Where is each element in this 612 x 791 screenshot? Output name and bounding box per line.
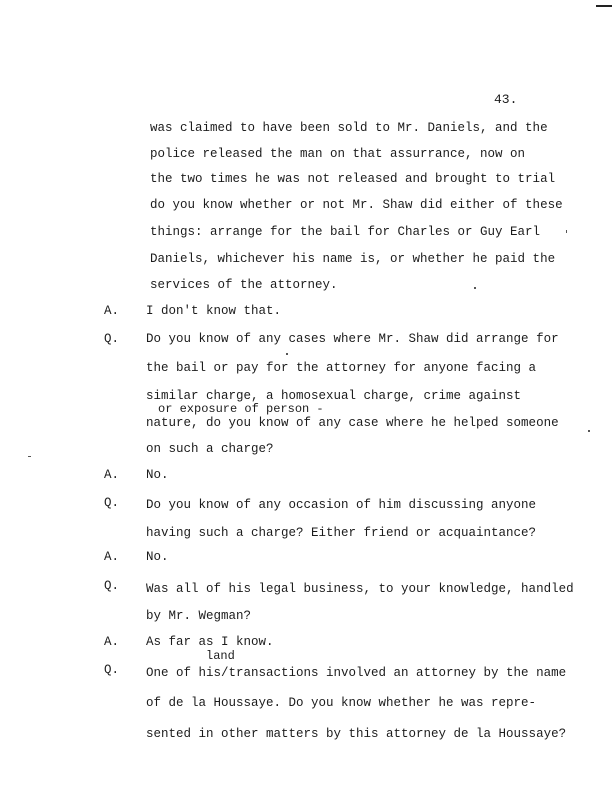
transcript-line: police released the man on that assurrance, now on	[150, 147, 526, 161]
transcript-line: services of the attorney.	[150, 278, 338, 292]
speaker-label-question: Q.	[104, 496, 120, 510]
speaker-label-question: Q.	[104, 663, 120, 677]
speaker-label-question: Q.	[104, 579, 120, 593]
transcript-line: the bail or pay for the attorney for anyone facing a	[146, 361, 537, 375]
transcript-line: No.	[146, 468, 169, 482]
transcript-line: I don't know that.	[146, 304, 282, 318]
speaker-label-answer: A.	[104, 635, 120, 649]
handwritten-insertion: or exposure of person -	[158, 402, 324, 416]
speaker-label-answer: A.	[104, 468, 120, 482]
transcript-line: nature, do you know of any case where he helped someone	[146, 416, 559, 430]
scan-speck	[286, 353, 288, 355]
transcript-line: As far as I know.	[146, 635, 274, 649]
transcript-line: Do you know of any occasion of him discussing anyone	[146, 498, 537, 512]
transcript-line: Was all of his legal business, to your knowledge, handled	[146, 582, 574, 596]
transcript-line: Do you know of any cases where Mr. Shaw did arrange for	[146, 332, 559, 346]
transcript-line: sented in other matters by this attorney de la Houssaye?	[146, 727, 567, 741]
speaker-label-question: Q.	[104, 332, 120, 346]
page-number: 43.	[494, 92, 518, 107]
scan-speck	[474, 287, 476, 289]
transcript-line: One of his/transactions involved an attorney by the name	[146, 666, 567, 680]
transcript-line: things: arrange for the bail for Charles or Guy Earl	[150, 225, 541, 239]
scan-edge-mark	[596, 5, 612, 7]
transcript-line: was claimed to have been sold to Mr. Daniels, and the	[150, 121, 548, 135]
handwritten-insertion: land	[206, 649, 235, 663]
transcript-line: the two times he was not released and brought to trial	[150, 172, 556, 186]
transcript-line: on such a charge?	[146, 442, 274, 456]
speaker-label-answer: A.	[104, 304, 120, 318]
transcript-line: by Mr. Wegman?	[146, 609, 252, 623]
transcript-line: No.	[146, 550, 169, 564]
speaker-label-answer: A.	[104, 550, 120, 564]
scan-speck	[28, 456, 31, 457]
scan-speck	[588, 430, 590, 432]
transcript-line: having such a charge? Either friend or acquaintance?	[146, 526, 537, 540]
transcript-line: of de la Houssaye. Do you know whether he was repre-	[146, 696, 537, 710]
scan-speck	[566, 230, 567, 233]
transcript-line: similar charge, a homosexual charge, crime against	[146, 389, 522, 403]
transcript-line: Daniels, whichever his name is, or whether he paid the	[150, 252, 556, 266]
transcript-line: do you know whether or not Mr. Shaw did either of these	[150, 198, 563, 212]
